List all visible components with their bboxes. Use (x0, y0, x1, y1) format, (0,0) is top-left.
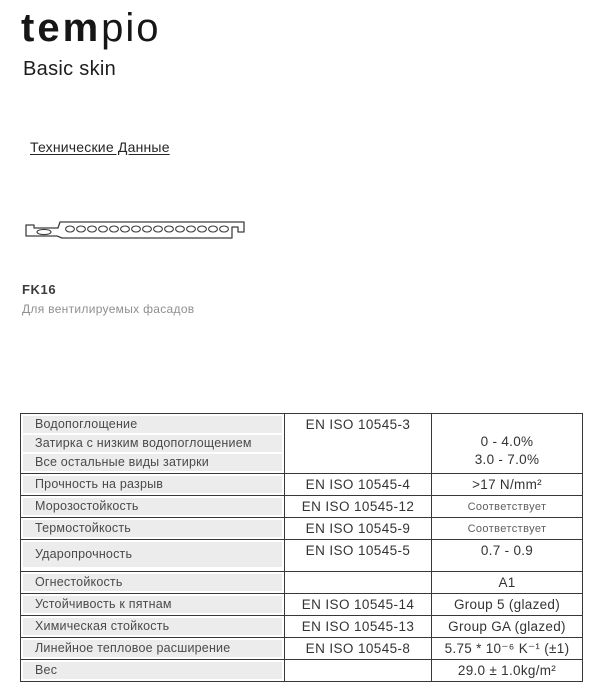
table-row-linear-thermal-expansion (21, 637, 582, 659)
property-cell (21, 414, 284, 473)
table-row-thermal-shock-resistance (21, 517, 582, 539)
property-label: Прочность на разрыв (23, 476, 282, 493)
property-label: Все остальные виды затирки (23, 454, 282, 471)
property-label: Водопоглощение (23, 416, 282, 433)
value-cell: Group 5 (glazed) (431, 594, 582, 615)
value-cell: 5.75 * 10⁻⁶ K⁻¹ (±1) (431, 638, 582, 659)
table-row-breaking-strength (21, 473, 582, 495)
value-cell: Group GA (glazed) (431, 616, 582, 637)
standard-cell: EN ISO 10545-4 (284, 474, 431, 495)
panel-profile-drawing (24, 213, 248, 248)
table-row-stain-resistance (21, 593, 582, 615)
value-cell: >17 N/mm² (431, 474, 582, 495)
table-row-weight (21, 659, 582, 681)
value-cell: A1 (431, 572, 582, 593)
value-cell (431, 414, 582, 473)
brand-logo-bold: tem (21, 6, 102, 50)
table-row-frost-resistance (21, 495, 582, 517)
property-label: Химическая стойкость (23, 618, 282, 635)
technical-data-table (20, 413, 583, 682)
table-row-fire-resistance (21, 571, 582, 593)
value-cell: 29.0 ± 1.0kg/m² (431, 660, 582, 681)
brand-logo-light: pio (101, 6, 161, 50)
value-line (432, 414, 582, 432)
property-label: Устойчивость к пятнам (23, 596, 282, 613)
table-row-chemical-resistance (21, 615, 582, 637)
property-label: Термостойкость (23, 520, 282, 537)
standard-cell (284, 572, 431, 593)
value-cell: 0.7 - 0.9 (431, 540, 582, 571)
standard-cell: EN ISO 10545-14 (284, 594, 431, 615)
standard-cell: EN ISO 10545-3 (284, 414, 431, 473)
property-label: Ударопрочность (23, 542, 282, 567)
value-line: 0 - 4.0% (480, 434, 534, 449)
standard-cell: EN ISO 10545-8 (284, 638, 431, 659)
property-label: Огнестойкость (23, 574, 282, 591)
value-cell: Соответствует (431, 496, 582, 517)
standard-cell: EN ISO 10545-13 (284, 616, 431, 637)
value-cell: Соответствует (431, 518, 582, 539)
property-label: Морозостойкость (23, 498, 282, 515)
property-label: Затирка с низким водопоглощением (23, 435, 282, 452)
standard-cell (284, 660, 431, 681)
value-line: 3.0 - 7.0% (474, 452, 540, 467)
property-label: Вес (23, 662, 282, 679)
standard-cell: EN ISO 10545-12 (284, 496, 431, 517)
panel-cross-section-svg (24, 213, 248, 243)
table-row-water-absorption (21, 414, 582, 473)
product-description: Для вентилируемых фасадов (22, 302, 195, 316)
product-code: FK16 (22, 282, 57, 297)
brand-logo (21, 6, 161, 50)
standard-cell: EN ISO 10545-5 (284, 540, 431, 571)
table-row-impact-resistance (21, 539, 582, 571)
product-line-title: Basic skin (23, 58, 117, 80)
property-label: Линейное тепловое расширение (23, 640, 282, 657)
standard-cell: EN ISO 10545-9 (284, 518, 431, 539)
technical-data-link[interactable]: Технические Данные (30, 139, 170, 155)
